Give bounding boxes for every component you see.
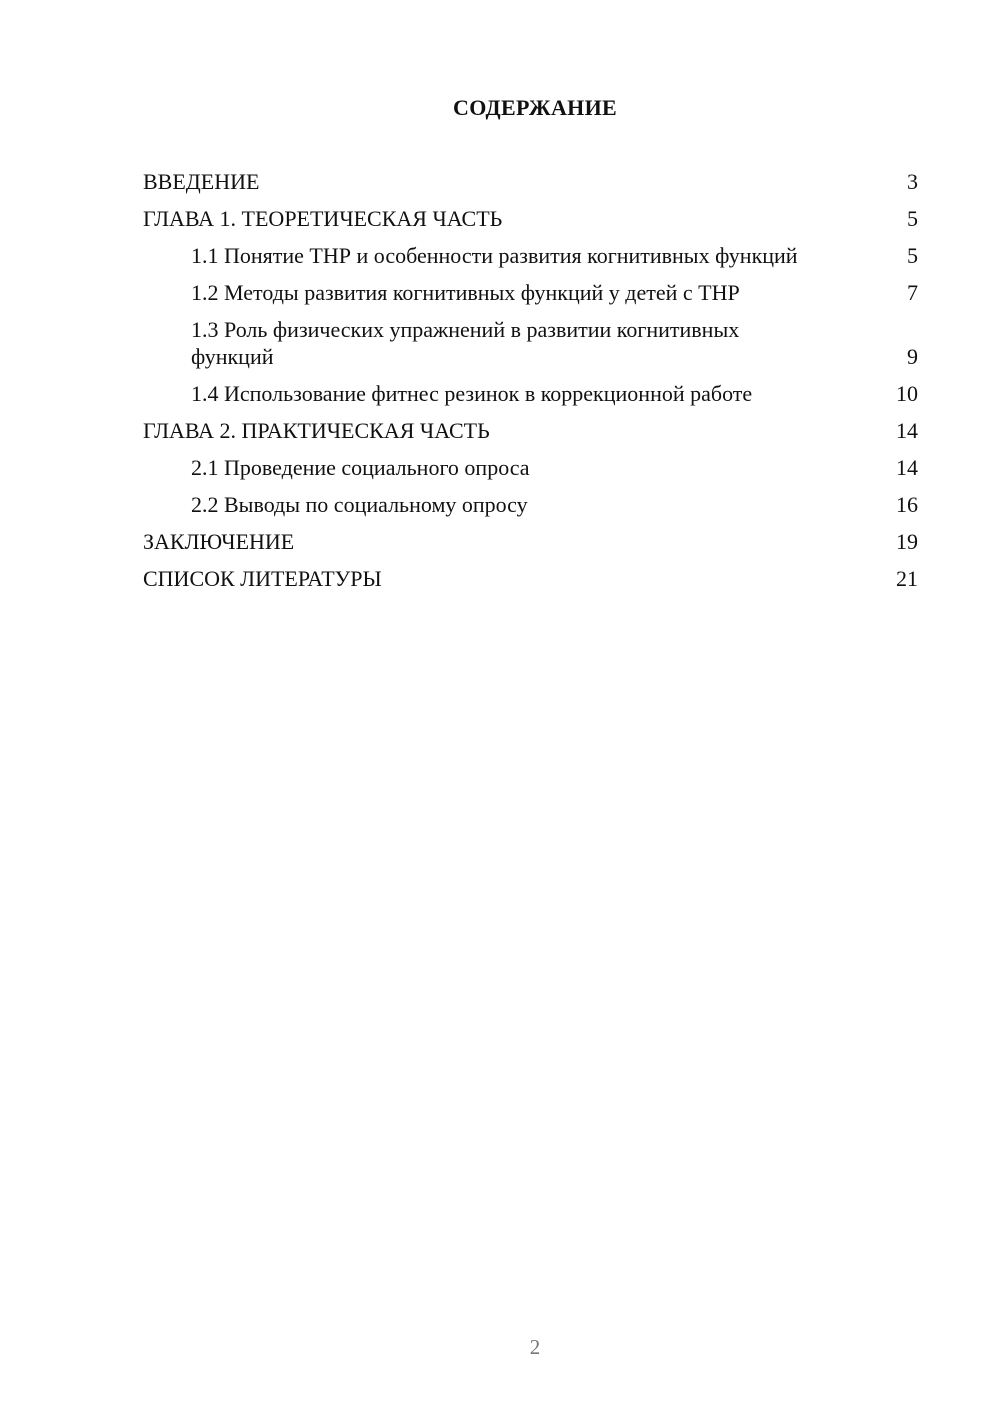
toc-entry-page: 10 xyxy=(896,381,918,406)
toc-entry-label: ЗАКЛЮЧЕНИЕ xyxy=(143,529,295,554)
toc-entry-label: 1.2 Методы развития когнитивных функций у детей с ТНР xyxy=(191,280,740,305)
toc-entry-section-1-3[interactable] xyxy=(143,316,918,370)
toc-entry-chapter-2[interactable] xyxy=(143,417,918,444)
toc-entry-section-2-2[interactable] xyxy=(143,491,918,518)
page-title: СОДЕРЖАНИЕ xyxy=(453,95,617,120)
toc-entry-label: 2.1 Проведение социального опроса xyxy=(191,455,530,480)
toc-entry-conclusion[interactable] xyxy=(143,528,918,555)
toc-entry-page: 3 xyxy=(907,169,918,194)
toc-entry-section-1-2[interactable] xyxy=(143,279,918,306)
toc-entry-label: 1.1 Понятие ТНР и особенности развития когнитивных функций xyxy=(191,243,798,268)
toc-entry-page: 19 xyxy=(896,529,918,554)
toc-entry-page: 14 xyxy=(896,455,918,480)
toc-entry-page: 5 xyxy=(907,243,918,268)
toc-entry-introduction[interactable] xyxy=(143,168,918,195)
toc-entry-label: 1.4 Использование фитнес резинок в коррекционной работе xyxy=(191,381,753,406)
toc-entry-section-1-4[interactable] xyxy=(143,380,918,407)
toc-entry-label: ВВЕДЕНИЕ xyxy=(143,169,260,194)
toc-entry-page: 14 xyxy=(896,418,918,443)
toc-entry-label: 1.3 Роль физических упражнений в развитии когнитивных функций xyxy=(191,317,740,369)
toc-entry-label: ГЛАВА 1. ТЕОРЕТИЧЕСКАЯ ЧАСТЬ xyxy=(143,206,503,231)
toc-entry-bibliography[interactable] xyxy=(143,565,918,592)
toc-entry-label: ГЛАВА 2. ПРАКТИЧЕСКАЯ ЧАСТЬ xyxy=(143,418,490,443)
toc-entry-page: 7 xyxy=(907,280,918,305)
toc-entry-page: 5 xyxy=(907,206,918,231)
table-of-contents xyxy=(143,168,918,602)
page-number: 2 xyxy=(529,1335,541,1359)
toc-entry-chapter-1[interactable] xyxy=(143,205,918,232)
toc-entry-label: СПИСОК ЛИТЕРАТУРЫ xyxy=(143,566,382,591)
toc-entry-page: 9 xyxy=(907,344,918,369)
toc-entry-page: 16 xyxy=(896,492,918,517)
toc-entry-label: 2.2 Выводы по социальному опросу xyxy=(191,492,528,517)
toc-entry-section-1-1[interactable] xyxy=(143,242,918,269)
toc-entry-page: 21 xyxy=(896,566,918,591)
toc-entry-section-2-1[interactable] xyxy=(143,454,918,481)
